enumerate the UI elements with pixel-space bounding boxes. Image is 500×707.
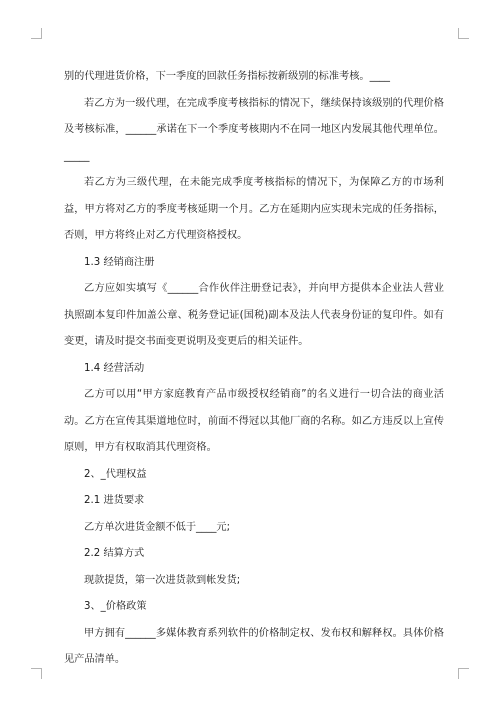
crop-mark-top-left — [31, 28, 42, 39]
paragraph: 别的代理进货价格，下一季度的回款任务指标按新级别的标准考核。____ — [64, 71, 390, 82]
paragraph: 1.3 经销商注册 — [84, 256, 155, 268]
paragraph: 若乙方为一级代理，在完成季度考核指标的情况下，继续保持该级别的代理价格及考核标准，______承诺在下一个季度考核期内不在同一地区内发展其他代理单位。_____ — [64, 97, 444, 162]
paragraph: 乙方可以用“甲方家庭教育产品市级授权经销商”的名义进行一切合法的商业活动。乙方在宣传其渠道地位时，前面不得冠以其他厂商的名称。如乙方违反以上宣传原则，甲方有权取消其代理资格。 — [64, 389, 444, 453]
paragraph: 3、_价格政策 — [84, 601, 147, 612]
crop-mark-bottom-left — [31, 668, 42, 679]
paragraph: 2.1 进货要求 — [84, 495, 145, 506]
paragraph: 现款提货，第一次进货款到帐发货; — [84, 574, 241, 586]
paragraph: 2.2 结算方式 — [84, 548, 145, 559]
paragraph: 若乙方为三级代理，在未能完成季度考核指标的情况下，为保障乙方的市场利益，甲方将对乙方的季度考核延期一个月。乙方在延期内应实现未完成的任务指标，否则，甲方将终止对乙方代理资格授权。 — [64, 177, 444, 241]
paragraph: 1.4 经营活动 — [84, 362, 145, 374]
paragraph: 2、_代理权益 — [84, 468, 147, 480]
paragraph: 乙方应如实填写《______合作伙伴注册登记表》，并向甲方提供本企业法人营业执照副本复印件加盖公章、税务登记证(国税)副本及法人代表身份证的复印件。如有变更，请及时提交书面变更说明及变更后的相关证件。 — [64, 283, 444, 347]
paragraph: 甲方拥有______多媒体教育系列软件的价格制定权、发布权和解释权。具体价格见产品清单。 — [64, 627, 444, 665]
document-body — [64, 64, 444, 674]
crop-mark-bottom-right — [458, 668, 469, 679]
paragraph: 乙方单次进货金额不低于____元; — [84, 521, 231, 533]
crop-mark-top-right — [458, 28, 469, 39]
